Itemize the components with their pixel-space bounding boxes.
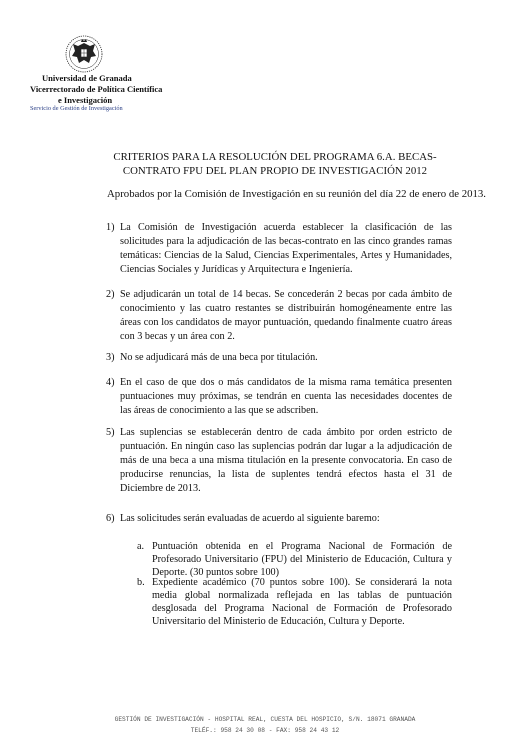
criteria-item-1: 1) La Comisión de Investigación acuerda establecer la clasificación de las solicitudes para la adjudicación de las becas-contrato en las cinco grandes ramas temáticas: Ciencias de la Salud, Ciencias Experimentales, Artes y Humanidades, Ciencias Sociales y Jurídicas y Arquitectura e Ingeniería. <box>106 222 452 275</box>
criteria-item-4: 4) En el caso de que dos o más candidatos de la misma rama temática presenten puntuaciones muy próximas, se tendrán en cuenta las necesidades docentes de las áreas de conocimiento a las que se adscriben. <box>106 377 452 416</box>
vice-rectorate-line-2: e Investigación <box>58 95 113 105</box>
criteria-item-3: 3) No se adjudicará más de una beca por titulación. <box>106 352 318 363</box>
approval-note: Aprobados por la Comisión de Investigación en su reunión del día 22 de enero de 2013. <box>107 188 487 200</box>
baremo-item-b: b. Expediente académico (70 puntos sobre 100). Se considerará la nota media global normalizada reflejada en las tablas de puntuación desglosada del Programa Nacional de Formación de Profesorado Universitario del Ministerio de Educación, Cultura y Deporte. <box>137 577 452 627</box>
document-title <box>100 150 450 178</box>
page-footer <box>0 714 530 736</box>
baremo-item-a: a. Puntuación obtenida en el Programa Nacional de Formación de Profesorado Universitario (FPU) del Ministerio de Educación, Cultura y Deporte. (30 puntos sobre 100) <box>137 541 452 578</box>
footer-contact: TELÉF.: 958 24 30 08 - FAX: 958 24 43 12 <box>190 727 340 734</box>
institution-name: Universidad de Granada <box>42 73 132 83</box>
footer-address: GESTIÓN DE INVESTIGACIÓN - HOSPITAL REAL, CUESTA DEL HOSPICIO, S/N. 18071 GRANADA <box>114 716 416 723</box>
title-line-2: CONTRATO FPU DEL PLAN PROPIO DE INVESTIGACIÓN 2012 <box>122 165 428 177</box>
criteria-item-6: 6) Las solicitudes serán evaluadas de acuerdo al siguiente baremo: <box>106 513 380 524</box>
university-coat-of-arms-icon <box>64 34 104 74</box>
vice-rectorate-line: Vicerrectorado de Política Científica <box>30 84 163 94</box>
criteria-item-2: 2) Se adjudicarán un total de 14 becas. Se concederán 2 becas por cada ámbito de conocimiento y las cuatro restantes se distribuirán homogéneamente entre las áreas con los candidatos de mayor puntuación, quedando finalmente cuatro áreas con 3 becas y un área con 2. <box>106 289 452 342</box>
criteria-item-5: 5) Las suplencias se establecerán dentro de cada ámbito por orden estricto de puntuación. En ningún caso las suplencias podrán dar lugar a la adjudicación de más de una beca a una misma titulación en la presente convocatoria. En caso de producirse renuncias, la lista de suplentes tendrá efectos hasta el 31 de Diciembre de 2013. <box>106 427 452 494</box>
service-name: Servicio de Gestión de Investigación <box>30 105 123 112</box>
title-line-1: CRITERIOS PARA LA RESOLUCIÓN DEL PROGRAMA 6.A. BECAS- <box>113 151 437 163</box>
